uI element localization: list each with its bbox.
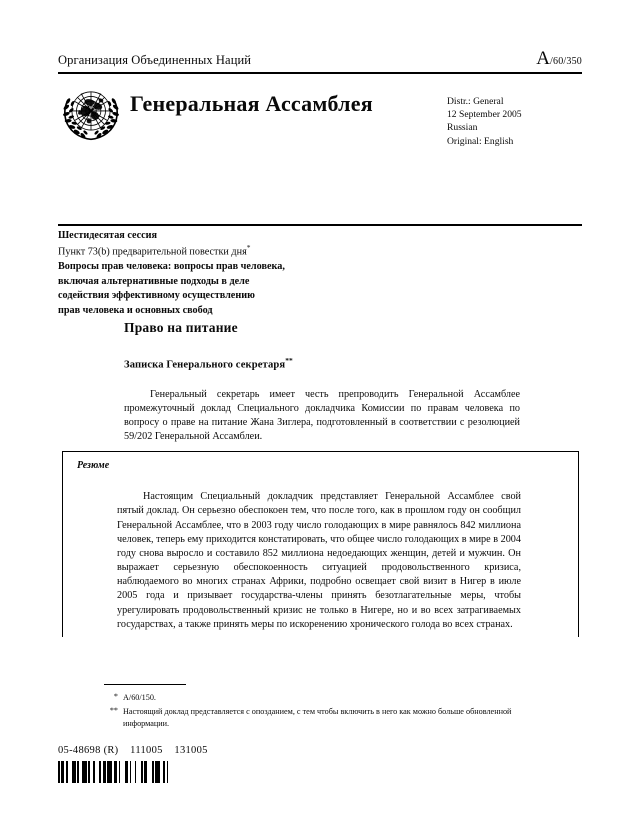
footnote-text: Настоящий доклад представляется с опозданием, с тем чтобы включить в него как можно больше обновленной информации. (123, 706, 512, 728)
footnote-mark: ** (109, 705, 118, 715)
footnote-text: A/60/150. (123, 693, 156, 702)
summary-box (62, 451, 579, 637)
footnote-mark: * (113, 692, 118, 701)
document-header (58, 48, 582, 148)
agenda-item-text: Пункт 73(b) предварительной повестки дня (58, 246, 247, 258)
agenda-item-title-line-3: содействия эффективному осуществлению (58, 290, 255, 302)
session-number: Шестидесятая сессия (58, 230, 158, 241)
document-footer (58, 745, 208, 783)
document-subtitle (124, 356, 524, 371)
summary-paragraph: Настоящим Специальный докладчик представляет Генеральной Ассамблее свой пятый доклад. Он серьезно обеспокоен тем, что после того, как в прошлом году он сообщил Генеральной Ассамблее, что в 2003 году число голодающих в мире равнялось 842 миллиона человек, теперь ему приходится констатировать, что общее число голодающих в мире в 2004 году снова выросло и составило 852 миллиона недоедающих женщин, детей и мужчин. Он выражает серьезную обеспокоенность ситуацией продовольственного кризиса, наблюдаемого во многих странах Африки, подробно освещает свой визит в Нигер в июле 2005 года и призывает государства-члены принять безотлагательные меры, чтобы урегулировать продовольственный кризис не только в Нигере, но и во всех затрагиваемых государствах, а также принять меры по искоренению хронического голода во всех странах. (117, 491, 521, 630)
barcode-bar (167, 761, 169, 783)
header-main-row (58, 83, 582, 148)
footnote-item (104, 692, 524, 704)
page-title: Право на питание (124, 320, 238, 335)
organization-name: Организация Объединенных Наций (58, 53, 252, 67)
distribution-type: Distr.: General (447, 96, 504, 107)
summary-label: Резюме (77, 460, 110, 471)
document-symbol (536, 48, 582, 70)
footnote-divider (104, 684, 186, 685)
header-divider (58, 72, 582, 74)
distribution-block (447, 83, 582, 148)
agenda-item (58, 243, 388, 260)
title-block (124, 320, 524, 371)
agenda-item-footnote-mark: * (246, 243, 251, 253)
agenda-item-title-line-1: Вопросы прав человека: вопросы прав человека, (58, 261, 285, 273)
session-divider (58, 224, 582, 226)
header-top-row (58, 48, 582, 72)
organ-title: Генеральная Ассамблея (130, 91, 373, 116)
un-emblem (60, 85, 122, 143)
document-symbol-number: /60/350 (550, 56, 582, 67)
document-symbol-letter: A (536, 48, 551, 69)
document-subtitle-text: Записка Генерального секретаря (124, 359, 286, 371)
footnote-item (104, 706, 524, 730)
agenda-item-title-line-2: включая альтернативные подходы в деле (58, 275, 250, 287)
job-number: 05-48698 (R) 111005 131005 (58, 745, 208, 756)
intro-paragraph: Генеральный секретарь имеет честь препроводить Генеральной Ассамблее промежуточный доклад Специального докладчика Комиссии по правам человека по вопросу о праве на питание Жана Зиглера, подготовленный в соответствии с резолюцией 59/202 Генеральной Ассамблеи. (124, 389, 520, 443)
distribution-original: Original: English (447, 135, 514, 147)
footnotes (104, 690, 524, 730)
subtitle-footnote-mark: ** (285, 356, 293, 365)
distribution-language: Russian (447, 122, 478, 134)
barcode (58, 761, 208, 783)
agenda-item-title-line-4: прав человека и основных свобод (58, 304, 213, 316)
session-block (58, 229, 388, 318)
distribution-date: 12 September 2005 (447, 109, 522, 121)
